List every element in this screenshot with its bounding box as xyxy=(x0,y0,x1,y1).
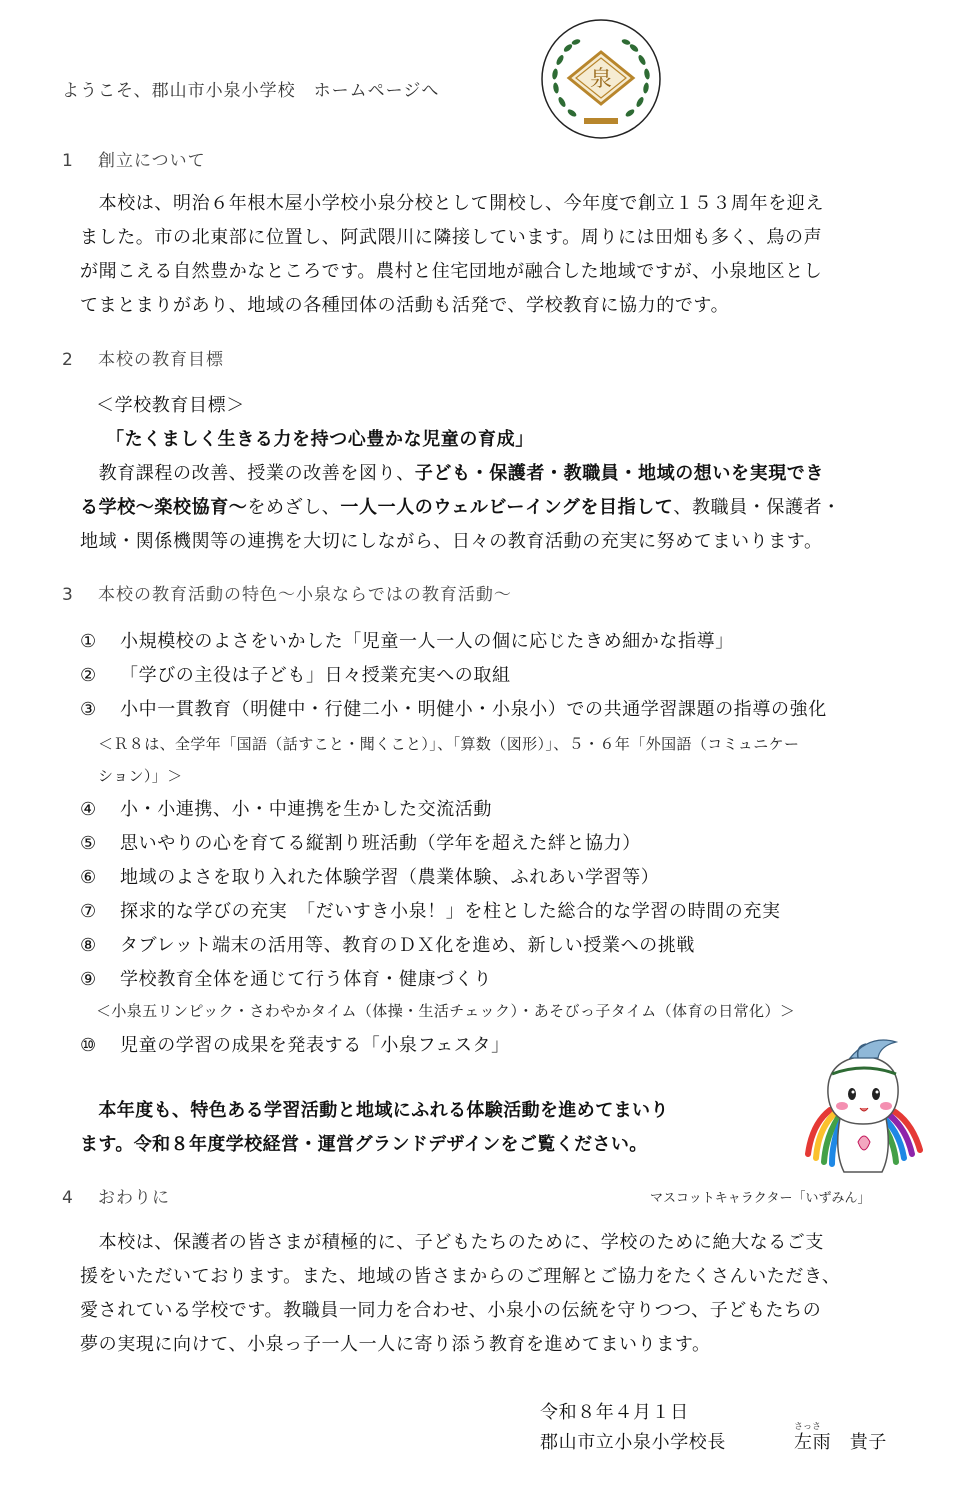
section-4-line: 愛されている学校です。教職員一同力を合わせ、小泉小の伝統を守りつつ、子どもたちの xyxy=(80,1300,822,1321)
item-marker: ⑦ xyxy=(80,901,97,922)
item-text: 学校教育全体を通じて行う体育・健康づくり xyxy=(120,969,492,990)
list-item xyxy=(80,1031,510,1057)
section-3-heading xyxy=(62,580,512,605)
list-item xyxy=(80,897,781,923)
closing-paragraph xyxy=(80,1094,669,1162)
school-emblem xyxy=(538,18,664,140)
item-marker: ① xyxy=(80,631,97,652)
list-item xyxy=(80,795,492,821)
section-1-line: 本校は、明治６年根木屋小学校小泉分校として開校し、今年度で創立１５３周年を迎え xyxy=(80,193,824,214)
emblem-char: 泉 xyxy=(589,67,613,92)
s2-bold-text: 一人一人のウェルビーイングを目指して xyxy=(340,497,674,518)
list-item xyxy=(80,661,511,687)
section-2-body xyxy=(80,457,950,559)
item-text: 児童の学習の成果を発表する「小泉フェスタ」 xyxy=(120,1035,510,1056)
section-1-line: が聞こえる自然豊かなところです。農村と住宅団地が融合した地域ですが、小泉地区とし xyxy=(80,261,823,282)
closing-line: ます。令和８年度学校経営・運営グランドデザインをご覧ください。 xyxy=(80,1134,648,1155)
item-text: 小規模校のよさをいかした「児童一人一人の個に応じたきめ細かな指導」 xyxy=(120,631,734,652)
section-1-line: てまとまりがあり、地域の各種団体の活動も活発で、学校教育に協力的です。 xyxy=(80,295,730,316)
section-1-body xyxy=(80,187,940,323)
section-2-number: 2 xyxy=(62,350,74,370)
section-1-title: 創立について xyxy=(98,151,206,171)
signature-ruby: さっさ xyxy=(794,1422,822,1432)
list-item xyxy=(80,627,734,653)
item-marker: ② xyxy=(80,665,97,686)
item-text: 小中一貫教育（明健中・行健二小・明健小・小泉小）での共通学習課題の指導の強化 xyxy=(120,699,827,720)
s2-bold-text: 子ども・保護者・教職員・地域の想いを実現でき xyxy=(414,463,825,484)
welcome-text: ようこそ、郡山市小泉小学校 ホームページへ xyxy=(62,81,440,101)
item-marker: ③ xyxy=(80,699,97,720)
item-marker: ④ xyxy=(80,799,97,820)
signature-date: 令和８年４月１日 xyxy=(540,1402,689,1423)
item-text: 探求的な学びの充実 「だいすき小泉！」を柱とした総合的な学習の時間の充実 xyxy=(120,901,781,922)
item-text: 思いやりの心を育てる縦割り班活動（学年を超えた絆と協力） xyxy=(120,833,641,854)
section-4-number: 4 xyxy=(62,1188,74,1208)
item-3-note-line-1: ＜Ｒ８は、全学年「国語（話すこと・聞くこと）」、「算数（図形）」、５・６年「外国語（コミュニケー xyxy=(98,735,800,753)
goal-subheading: ＜学校教育目標＞ xyxy=(96,395,245,416)
item-marker: ⑩ xyxy=(80,1035,97,1056)
section-1-number: 1 xyxy=(62,151,74,171)
item-text: 地域のよさを取り入れた体験学習（農業体験、ふれあい学習等） xyxy=(120,867,660,888)
closing-line: 本年度も、特色ある学習活動と地域にふれる体験活動を進めてまいり xyxy=(80,1100,669,1121)
section-3-number: 3 xyxy=(62,585,74,605)
section-1-line: ました。市の北東部に位置し、阿武隈川に隣接しています。周りには田畑も多く、鳥の声 xyxy=(80,227,823,248)
section-4-line: 本校は、保護者の皆さまが積極的に、子どもたちのために、学校のために絶大なるご支 xyxy=(80,1232,824,1253)
item-text: 小・小連携、小・中連携を生かした交流活動 xyxy=(120,799,492,820)
list-item xyxy=(80,931,695,957)
list-item xyxy=(80,695,827,721)
s2-bold-text: る学校～楽校協育～ xyxy=(80,497,248,518)
s2-text: 教育課程の改善、授業の改善を図り、 xyxy=(80,463,415,484)
item-text: 「学びの主役は子ども」日々授業充実への取組 xyxy=(120,665,511,686)
mascot-izumin-icon xyxy=(800,1032,930,1180)
section-4-line: 夢の実現に向けて、小泉っ子一人一人に寄り添う教育を進めてまいります。 xyxy=(80,1334,711,1355)
list-item xyxy=(80,829,641,855)
s2-text: 地域・関係機関等の連携を大切にしながら、日々の教育活動の充実に努めてまいります。 xyxy=(80,531,823,552)
section-3-title: 本校の教育活動の特色～小泉ならではの教育活動～ xyxy=(98,585,512,605)
item-marker: ⑧ xyxy=(80,935,97,956)
signature-org: 郡山市立小泉小学校長 xyxy=(540,1432,726,1453)
item-marker: ⑥ xyxy=(80,867,97,888)
item-text: タブレット端末の活用等、教育のＤＸ化を進め、新しい授業への挑戦 xyxy=(120,935,695,956)
item-marker: ⑤ xyxy=(80,833,97,854)
section-1-heading xyxy=(62,146,206,171)
item-marker: ⑨ xyxy=(80,969,97,990)
item-9-note: ＜小泉五リンピック・さわやかタイム（体操・生活チェック）・あそびっ子タイム（体育の日常化）＞ xyxy=(96,1002,796,1020)
s2-text: をめざし、 xyxy=(247,497,341,518)
list-item xyxy=(80,863,659,889)
section-2-title: 本校の教育目標 xyxy=(98,350,224,370)
s2-text: 、教職員・保護者・ xyxy=(673,497,841,518)
education-goal: 「たくましく生きる力を持つ心豊かな児童の育成」 xyxy=(106,429,534,450)
list-item xyxy=(80,965,492,991)
section-4-title: おわりに xyxy=(98,1188,170,1208)
signature-name: 左雨 貴子 xyxy=(794,1432,887,1453)
section-4-heading xyxy=(62,1183,170,1208)
item-3-note-line-2: ション）」＞ xyxy=(98,767,183,785)
mascot-caption: マスコットキャラクター「いずみん」 xyxy=(650,1191,871,1206)
section-2-heading xyxy=(62,345,224,370)
section-4-line: 援をいただいております。また、地域の皆さまからのご理解とご協力をたくさんいただき、 xyxy=(80,1266,841,1287)
section-4-body xyxy=(80,1226,950,1362)
